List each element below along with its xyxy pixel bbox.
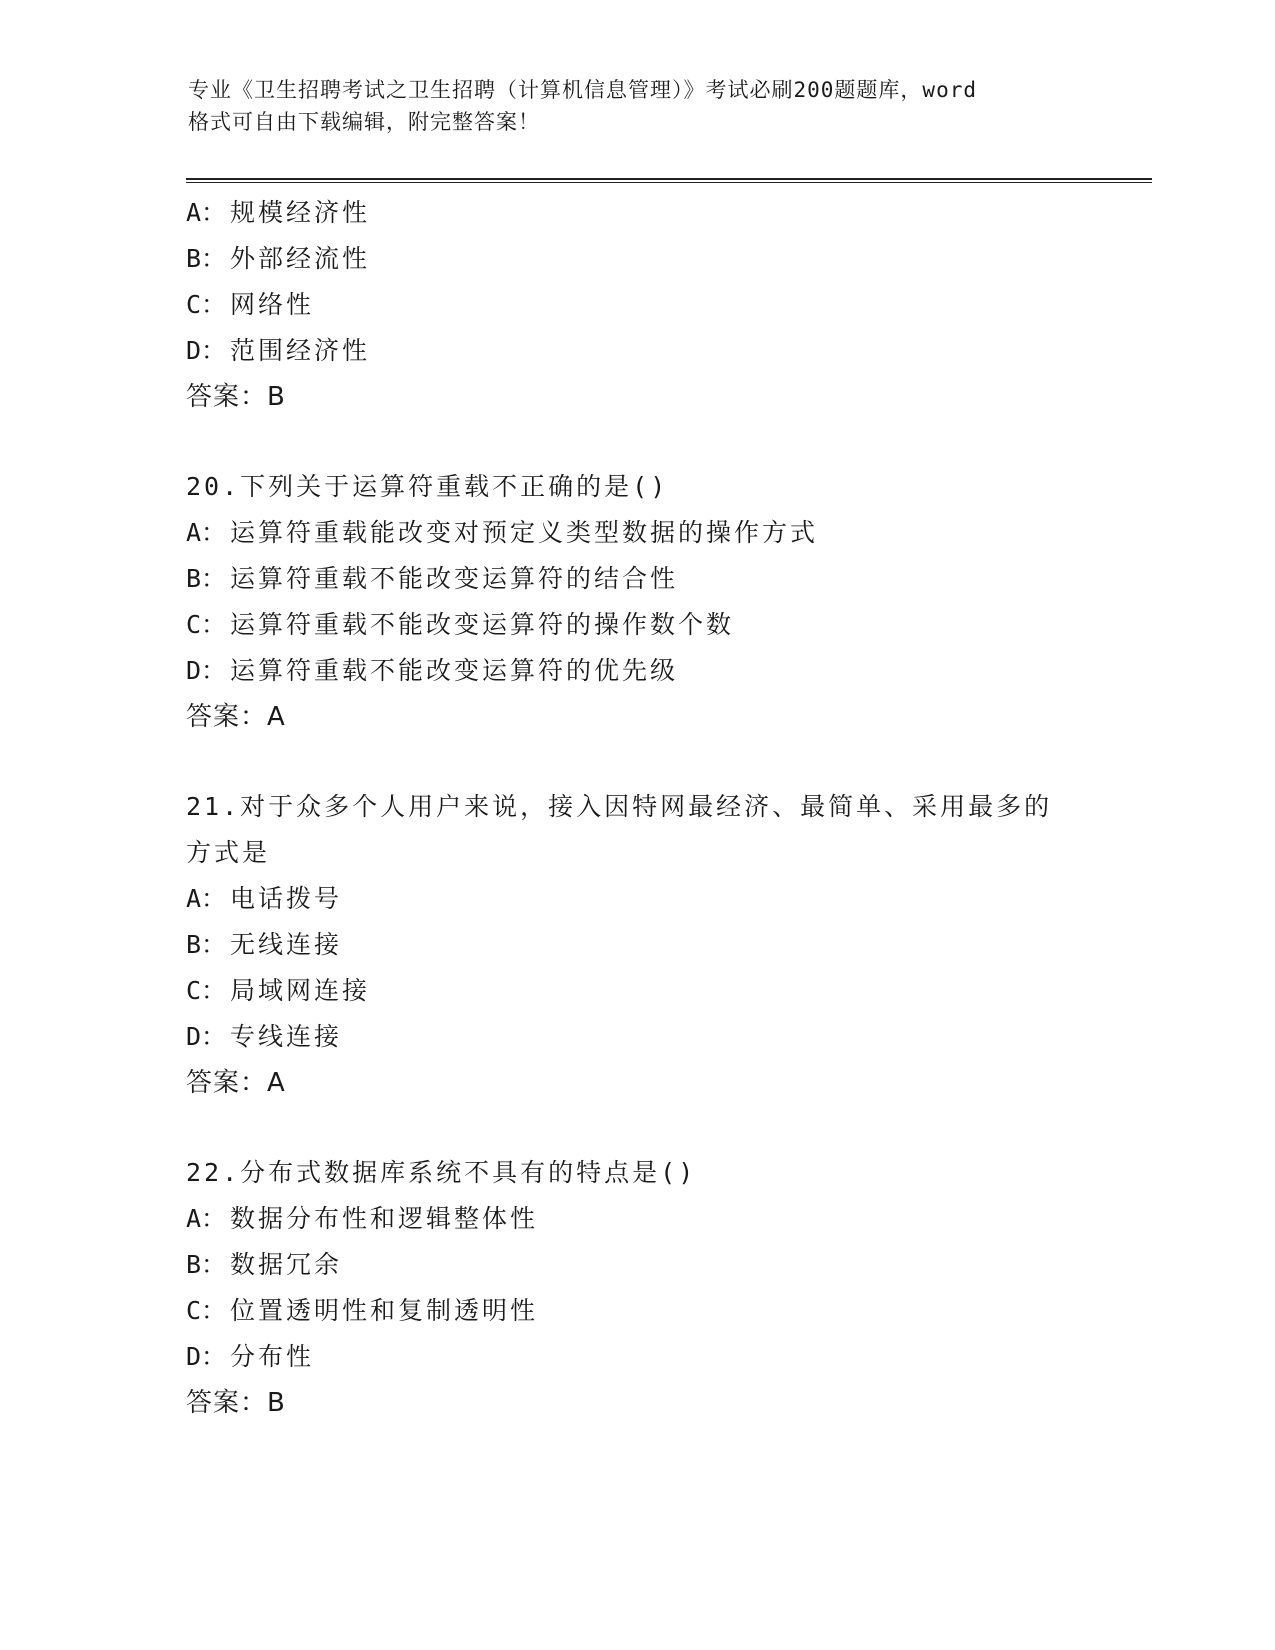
option-a [186, 190, 1086, 236]
option-c [186, 282, 1086, 328]
answer-line: 答案：B [186, 1388, 286, 1418]
option-b [186, 922, 1086, 968]
question-22 [186, 1150, 1086, 1426]
option-text: 运算符重载不能改变运算符的操作数个数 [230, 610, 735, 639]
option-key: D： [186, 336, 227, 365]
option-key: C： [186, 1296, 227, 1325]
option-key: C： [186, 610, 227, 639]
option-text: 分布性 [230, 1342, 315, 1371]
option-key: D： [186, 1022, 227, 1051]
option-key: B： [186, 564, 227, 593]
option-text: 运算符重载能改变对预定义类型数据的操作方式 [230, 518, 819, 547]
option-text: 网络性 [230, 290, 315, 319]
option-text: 电话拨号 [230, 884, 343, 913]
spacer [186, 740, 1086, 784]
option-key: A： [186, 518, 227, 547]
spacer [186, 420, 1086, 464]
option-key: B： [186, 1250, 227, 1279]
option-b [186, 236, 1086, 282]
question-list [186, 190, 1086, 1426]
option-key: B： [186, 930, 227, 959]
option-c [186, 968, 1086, 1014]
option-c [186, 1288, 1086, 1334]
header-line-2: 格式可自由下载编辑，附完整答案！ [188, 110, 540, 134]
option-key: B： [186, 244, 227, 273]
option-key: A： [186, 198, 227, 227]
question-stem: 22.分布式数据库系统不具有的特点是() [186, 1158, 697, 1187]
option-key: D： [186, 656, 227, 685]
option-text: 专线连接 [230, 1022, 343, 1051]
option-key: C： [186, 976, 227, 1005]
answer-line: 答案：A [186, 702, 286, 732]
option-b [186, 556, 1086, 602]
option-text: 数据冗余 [230, 1250, 343, 1279]
question-20 [186, 464, 1086, 740]
question-21 [186, 784, 1086, 1106]
question-stem-line-2: 方式是 [186, 838, 271, 867]
question-stem: 20.下列关于运算符重载不正确的是() [186, 472, 669, 501]
option-key: C： [186, 290, 227, 319]
option-text: 规模经济性 [230, 198, 371, 227]
option-text: 范围经济性 [230, 336, 371, 365]
option-a [186, 876, 1086, 922]
option-text: 位置透明性和复制透明性 [230, 1296, 539, 1325]
question-19 [186, 190, 1086, 420]
option-key: A： [186, 1204, 227, 1233]
document-header [188, 74, 1088, 138]
option-d [186, 648, 1086, 694]
option-d [186, 328, 1086, 374]
option-a [186, 510, 1086, 556]
option-text: 无线连接 [230, 930, 343, 959]
answer-line: 答案：A [186, 1068, 286, 1098]
option-d [186, 1014, 1086, 1060]
option-c [186, 602, 1086, 648]
option-text: 外部经流性 [230, 244, 371, 273]
option-b [186, 1242, 1086, 1288]
spacer [186, 1106, 1086, 1150]
option-a [186, 1196, 1086, 1242]
header-line-1: 专业《卫生招聘考试之卫生招聘（计算机信息管理）》考试必刷200题题库，word [188, 78, 977, 102]
header-divider [186, 178, 1152, 183]
option-text: 数据分布性和逻辑整体性 [230, 1204, 539, 1233]
option-text: 运算符重载不能改变运算符的优先级 [230, 656, 679, 685]
option-key: A： [186, 884, 227, 913]
option-d [186, 1334, 1086, 1380]
answer-line: 答案：B [186, 382, 286, 412]
option-text: 局域网连接 [230, 976, 371, 1005]
question-stem-line-1: 21.对于众多个人用户来说，接入因特网最经济、最简单、采用最多的 [186, 792, 1053, 821]
option-text: 运算符重载不能改变运算符的结合性 [230, 564, 679, 593]
option-key: D： [186, 1342, 227, 1371]
